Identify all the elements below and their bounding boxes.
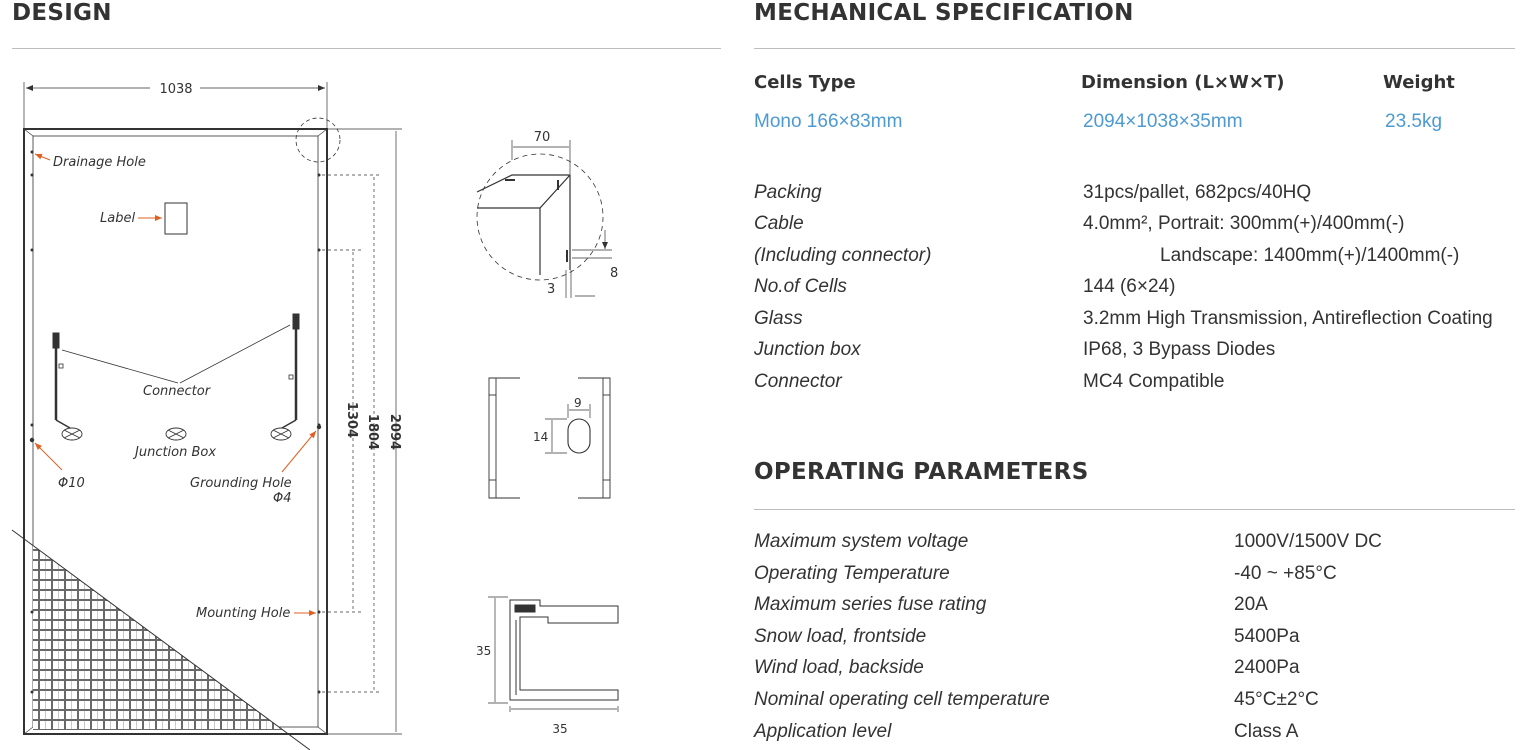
dim-35-bottom-label: 35 bbox=[552, 722, 568, 736]
param-label: Maximum series fuse rating bbox=[754, 594, 987, 615]
mounting-hole-detail bbox=[489, 378, 610, 498]
dim-1304-label: 1304 bbox=[344, 401, 359, 439]
dim-35-side-label: 35 bbox=[476, 644, 492, 658]
dim-14-label: 14 bbox=[533, 430, 549, 444]
frame-profile bbox=[488, 597, 618, 712]
param-label: Application level bbox=[754, 721, 892, 742]
weight-value: 23.5kg bbox=[1385, 111, 1443, 132]
param-value: 2400Pa bbox=[1234, 657, 1300, 678]
mechanical-heading: MECHANICAL SPECIFICATION bbox=[754, 0, 1134, 26]
dim-9-label: 9 bbox=[574, 396, 582, 410]
design-heading: DESIGN bbox=[12, 0, 112, 26]
width-label: 1038 bbox=[159, 82, 193, 97]
spec-label: (Including connector) bbox=[754, 245, 932, 266]
dimension-header: Dimension (L×W×T) bbox=[1081, 72, 1285, 93]
spec-value: 31pcs/pallet, 682pcs/40HQ bbox=[1083, 182, 1312, 203]
param-label: Wind load, backside bbox=[754, 657, 924, 678]
spec-label: Cable bbox=[754, 213, 804, 234]
dim-1804-label: 1804 bbox=[365, 413, 380, 451]
dim-8-label: 8 bbox=[610, 266, 619, 281]
phi4-label: Φ4 bbox=[273, 491, 292, 506]
spec-label: Junction box bbox=[754, 339, 861, 360]
mechanical-divider bbox=[754, 48, 1515, 49]
spec-label: Connector bbox=[754, 371, 842, 392]
param-value: -40 ~ +85°C bbox=[1234, 563, 1337, 584]
spec-label: Glass bbox=[754, 308, 803, 329]
param-label: Operating Temperature bbox=[754, 563, 950, 584]
cell-grid bbox=[33, 540, 318, 730]
dim-3-label: 3 bbox=[547, 282, 556, 297]
drainage-hole-label: Drainage Hole bbox=[53, 155, 146, 170]
spec-label: No.of Cells bbox=[754, 276, 847, 297]
cables bbox=[53, 314, 299, 428]
spec-value: Landscape: 1400mm(+)/1400mm(-) bbox=[1160, 245, 1460, 266]
junction-boxes bbox=[62, 428, 291, 440]
cells-type-header: Cells Type bbox=[754, 72, 856, 93]
weight-header: Weight bbox=[1383, 72, 1455, 93]
label-label: Label bbox=[100, 211, 136, 226]
phi10-label: Φ10 bbox=[58, 476, 85, 491]
param-label: Maximum system voltage bbox=[754, 531, 969, 552]
spec-value: 144 (6×24) bbox=[1083, 276, 1176, 297]
spec-value: IP68, 3 Bypass Diodes bbox=[1083, 339, 1276, 360]
spec-label: Packing bbox=[754, 182, 822, 203]
param-label: Nominal operating cell temperature bbox=[754, 689, 1050, 710]
spec-value: 3.2mm High Transmission, Antireflection Coating bbox=[1083, 308, 1493, 329]
grounding-hole-label: Grounding Hole bbox=[190, 476, 292, 491]
param-value: 20A bbox=[1234, 594, 1268, 615]
connector-label: Connector bbox=[143, 384, 211, 399]
param-value: 45°C±2°C bbox=[1234, 689, 1319, 710]
dimension-value: 2094×1038×35mm bbox=[1083, 111, 1243, 132]
param-value: 5400Pa bbox=[1234, 626, 1300, 647]
panel-drawing bbox=[0, 0, 730, 750]
spec-value: 4.0mm², Portrait: 300mm(+)/400mm(-) bbox=[1083, 213, 1405, 234]
corner-detail bbox=[477, 140, 612, 298]
cells-type-value: Mono 166×83mm bbox=[754, 111, 903, 132]
param-value: Class A bbox=[1234, 721, 1299, 742]
operating-divider bbox=[754, 509, 1515, 510]
dim-2094-label: 2094 bbox=[387, 413, 402, 451]
junction-box-label: Junction Box bbox=[135, 445, 217, 460]
label-box bbox=[165, 203, 187, 234]
param-label: Snow load, frontside bbox=[754, 626, 927, 647]
spec-value: MC4 Compatible bbox=[1083, 371, 1225, 392]
param-value: 1000V/1500V DC bbox=[1234, 531, 1382, 552]
operating-heading: OPERATING PARAMETERS bbox=[754, 459, 1089, 485]
dim-70-label: 70 bbox=[533, 130, 551, 145]
mounting-hole-label: Mounting Hole bbox=[196, 606, 291, 621]
